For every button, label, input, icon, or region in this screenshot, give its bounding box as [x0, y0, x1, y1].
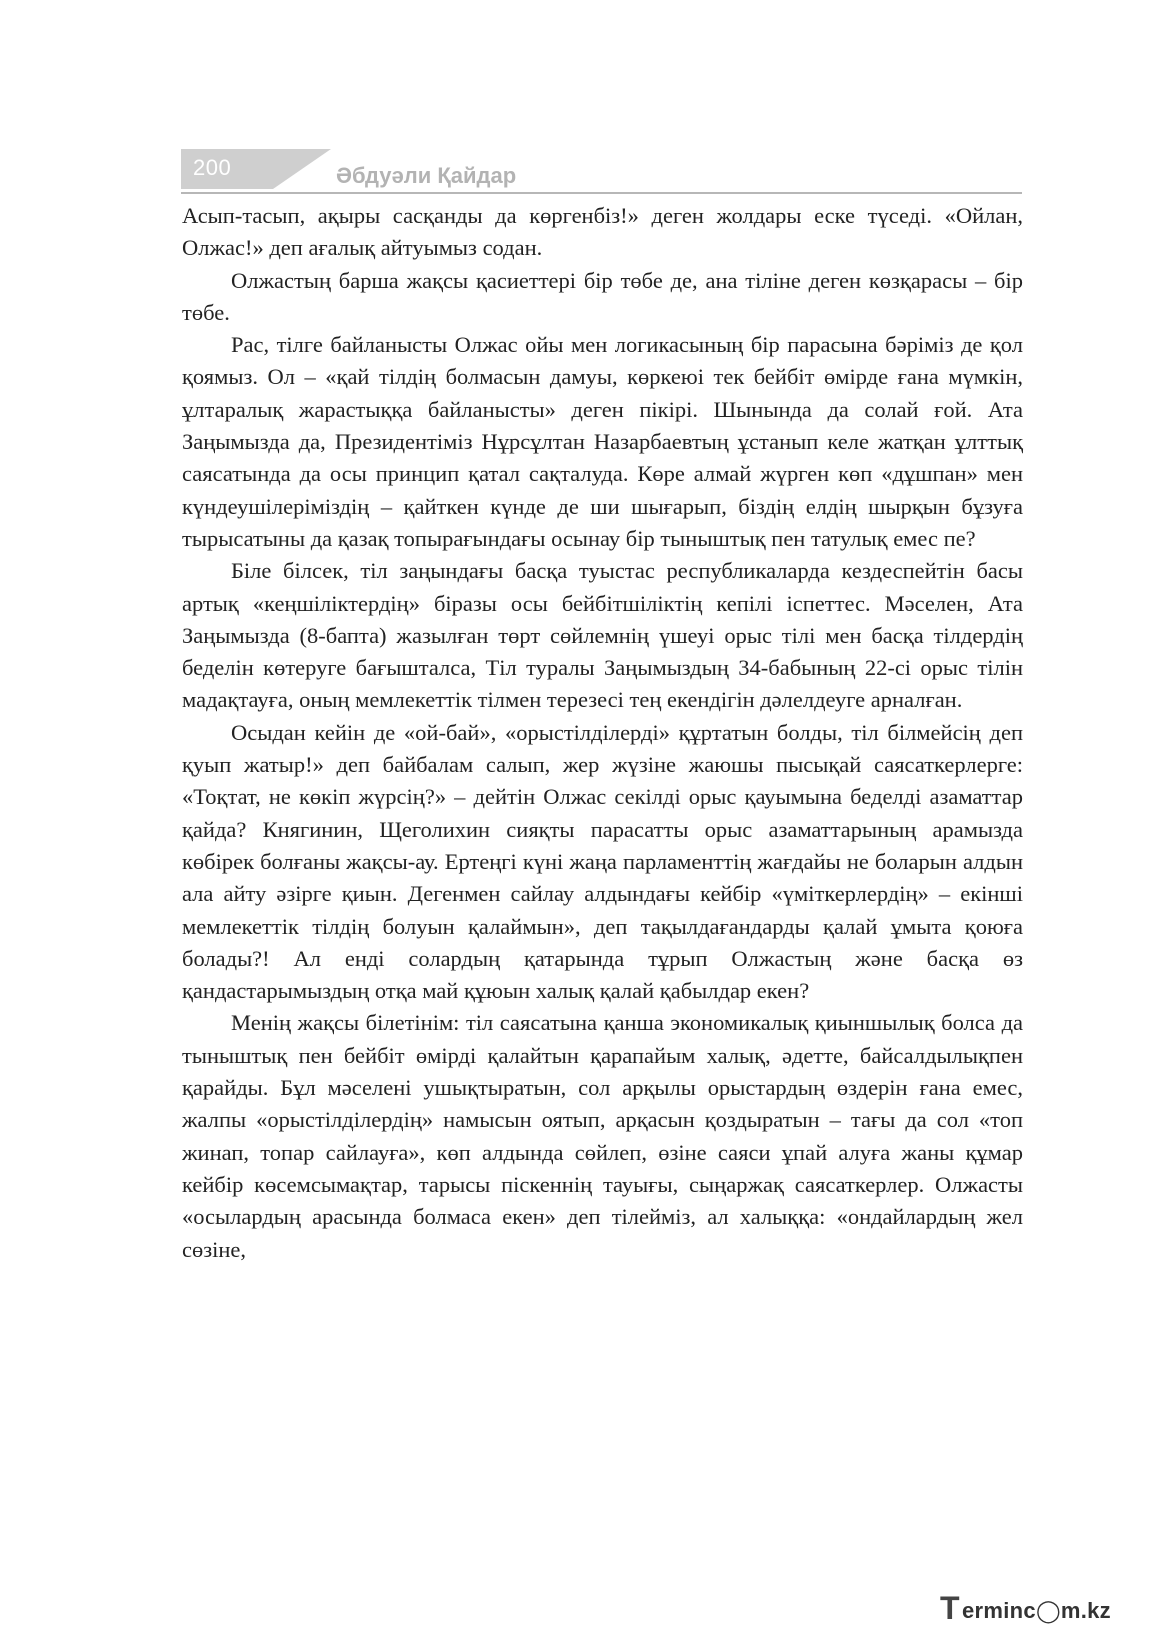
watermark-text: erminc◯m.kz — [962, 1598, 1111, 1623]
page-tab-arrow — [273, 149, 331, 189]
paragraph: Олжастың барша жақсы қасиеттері бір төбе де, ана тіліне деген көзқарасы – бір төбе. — [182, 267, 1023, 325]
header-rule — [181, 192, 1022, 194]
watermark-letter: T — [940, 1590, 960, 1626]
paragraph: Біле білсек, тіл заңындағы басқа туыстас республикаларда кездеспейтін басы артық «кеңшіліктердің» біразы осы бейбітшіліктің кепілі іспеттес. Мәселен, Ата Заңымызда (8-бапта) жазылған төрт сөйлемнің үшеуі орыс тілі мен басқа тілдердің беделін көтеруге бағышталса, Тіл туралы Заңымыздың 34-бабының 22-сі орыс тілін мадақтауға, оның мемлекеттік тілмен терезесі тең екендігін дәлелдеуге арналған. — [182, 558, 1023, 713]
page-header — [181, 149, 1022, 194]
termincom-watermark — [940, 1590, 1128, 1626]
running-head-author: Әбдуәли Қайдар — [336, 163, 517, 188]
paragraph: Асып-тасып, ақыры сасқанды да көргенбіз!» деген жолдары еске түседі. «Ойлан, Олжас!» деп ағалық айтуымыз содан. — [182, 203, 1023, 261]
page-number: 200 — [193, 155, 232, 180]
paragraph: Осыдан кейін де «ой-бай», «орыстілділерді» құртатын болды, тіл білмейсің деп қуып жатыр!» деп байбалам салып, жер жүзіне жаюшы пысықай саясаткерлерге: «Тоқтат, не көкіп жүрсің?» – дейтін Олжас секілді орыс қауымына беделді азаматтар қайда? Княгинин, Щеголихин сияқты парасатты орыс азаматтарының арамызда көбірек болғаны жақсы-ау. Ертеңгі күні жаңа парламенттің жағдайы не боларын алдын ала айту әзірге қиын. Дегенмен сайлау алдындағы кейбір «үміткерлердің» – екінші мемлекеттік тілдің болуын қалаймын», деп тақылдағандарды қалай ұмыта қоюға болады?! Ал енді солардың қатарында тұрып Олжастың және басқа өз қандастарымыздың отқа май құюын халық қалай қабылдар екен? — [182, 719, 1023, 1004]
paragraph: Рас, тілге байланысты Олжас ойы мен логикасының бір парасына бәріміз де қол қоямыз. Ол – «қай тілдің болмасын дамуы, көркеюі тек бейбіт өмірде ғана мүмкін, ұлтаралық жарастыққа байланысты» деген пікірі. Шынында да солай ғой. Ата Заңымызда да, Президентіміз Нұрсұлтан Назарбаевтың ұстанып келе жатқан ұлттық саясатында да осы принцип қатал сақталуда. Көре алмай жүрген көп «дұшпан» мен күндеушілеріміздің – қайткен күнде де ши шығарып, біздің елдің шырқын бұзуға тырысатыны да қазақ топырағындағы осынау бір тыныштық пен татулық емес пе? — [182, 332, 1023, 551]
body-text — [182, 200, 1023, 1266]
paragraph: Менің жақсы білетінім: тіл саясатына қанша экономикалық қиыншылық болса да тыныштық пен бейбіт өмірді қалайтын қарапайым халық, әдетте, байсалдылықпен қарайды. Бұл мәселені ушықтыратын, сол арқылы орыстардың өздерін ғана емес, жалпы «орыстілділердің» намысын оятып, арқасын қоздыратын – тағы да сол «топ жинап, топар сайлауға», көп алдында сөйлеп, өзіне саяси ұпай алуға жаны құмар кейбір көсемсымақтар, тарысы піскеннің тауығы, сыңаржақ саясаткерлер. Олжасты «осылардың арасында болмаса екен» деп тілейміз, ал халыққа: «ондайлардың жел сөзіне, — [182, 1010, 1023, 1262]
